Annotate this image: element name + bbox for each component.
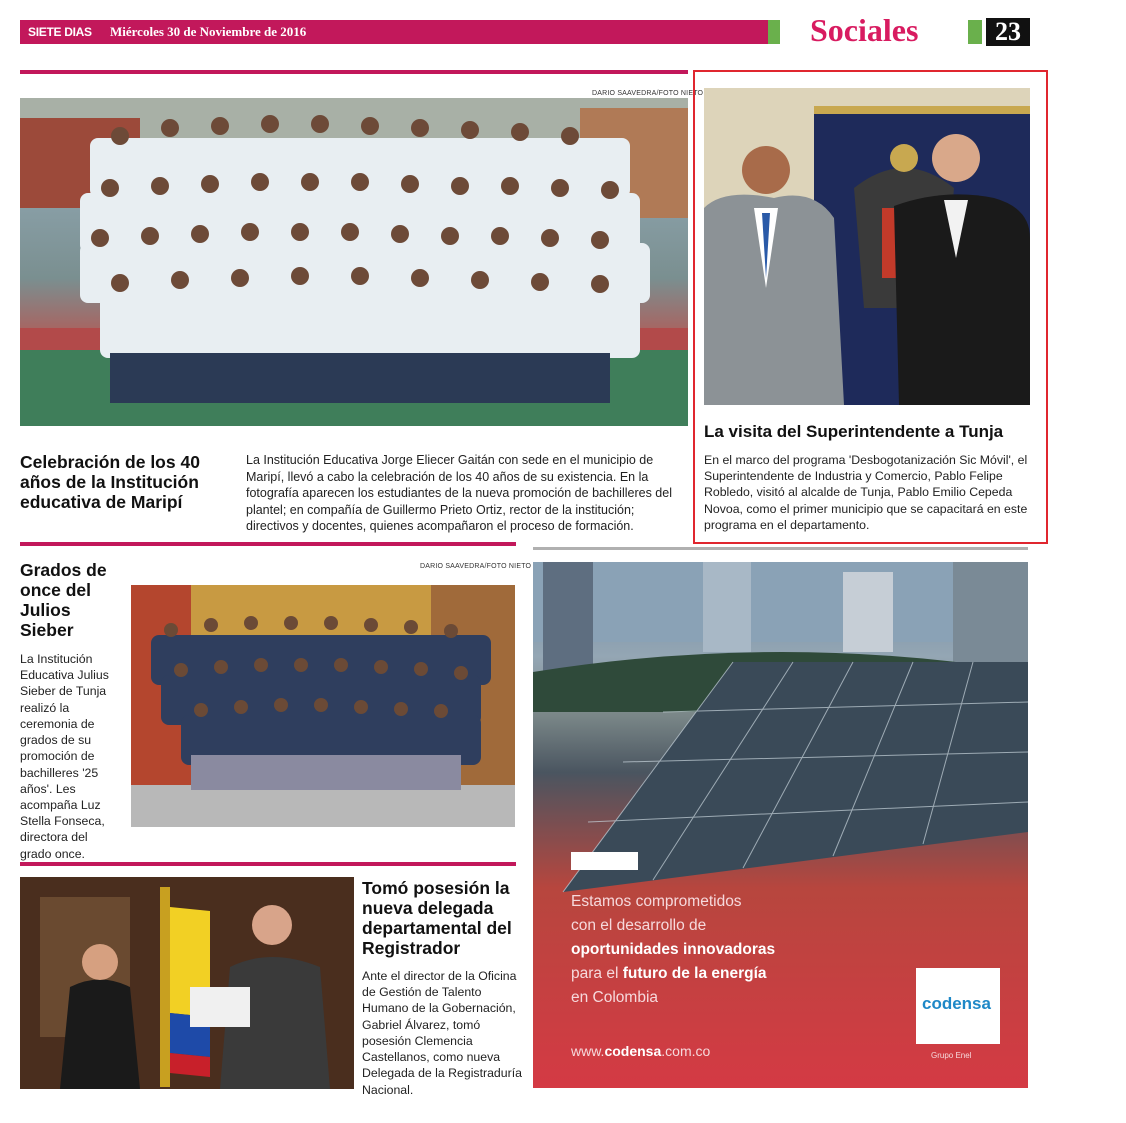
body-maripi: La Institución Educativa Jorge Eliecer Gaitán con sede en el municipio de Maripí, llevó a cabo la celebración de los 40 años de su existencia. En la fotografía aparecen los estudiantes de la nueva promoción de bachilleres del plantel; en compañía de Guillermo Prieto Ortiz, rector de la institución; directivos y docentes, quienes acompañaron el proceso de formación. <box>246 453 672 533</box>
body-tunja: En el marco del programa 'Desbogotanización Sic Móvil', el Superintendente de Industria y Comercio, Pablo Felipe Robledo, visitó al alcalde de Tunja, Pablo Emilio Cepeda Novoa, como el primer municipio que se capacitará en este programa en el departamento. <box>704 453 1028 532</box>
photo-posesion <box>20 877 354 1089</box>
codensa-logo: codensa <box>916 968 1000 1044</box>
photo-credit: DARIO SAAVEDRA/FOTO NIETO <box>592 90 704 97</box>
section-accent <box>968 20 982 44</box>
group-photo-sieber <box>131 585 515 827</box>
body-sieber: La Institución Educativa Julius Sieber de Tunja realizó la ceremonia de grados de su promoción de bachilleres '25 años'. Les acompaña Luz Stella Fonseca, directora del grado once. <box>20 652 109 861</box>
headline-sieber: Grados de once del Julios Sieber <box>20 560 107 641</box>
page-number: 23 <box>986 18 1030 46</box>
ad-slogan-line: para el futuro de la energía <box>571 965 767 983</box>
headline-maripi: Celebración de los 40 años de la Institución educativa de Maripí <box>20 452 200 513</box>
headline-tunja: La visita del Superintendente a Tunja <box>704 422 1004 441</box>
header-accent <box>768 20 780 44</box>
section-title: Sociales <box>810 12 919 48</box>
publication-name: SIETE DIAS <box>28 25 92 39</box>
section-rule <box>20 542 516 546</box>
header-bar <box>20 20 770 44</box>
ad-slogan <box>571 890 775 1010</box>
ad-slogan-line: Estamos comprometidos <box>571 893 742 910</box>
section-rule <box>20 862 516 866</box>
photo-superintendente <box>704 88 1030 405</box>
ad-slogan-line: en Colombia <box>571 989 659 1007</box>
section-rule <box>20 70 688 74</box>
ad-badge <box>571 852 638 870</box>
ad-slogan-line: con el desarrollo de <box>571 917 707 935</box>
body-registrador: Ante el director de la Oficina de Gestión de Talento Humano de la Gobernación, Gabriel Álvarez, tomó posesión Clemencia Castellanos, como nueva Delegada de la Registraduría Nacional. <box>362 969 522 1097</box>
photo-credit: DARIO SAAVEDRA/FOTO NIETO <box>420 563 532 570</box>
group-photo-maripi <box>20 98 688 426</box>
ad-rule <box>533 547 1028 550</box>
logo-subtitle: Grupo Enel <box>931 1051 972 1060</box>
headline-registrador: Tomó posesión la nueva delegada departamental del Registrador <box>362 878 512 959</box>
ad-url[interactable]: www.codensa.com.co <box>571 1043 711 1059</box>
ad-slogan-line: oportunidades innovadoras <box>571 941 776 959</box>
issue-date: Miércoles 30 de Noviembre de 2016 <box>110 24 307 39</box>
